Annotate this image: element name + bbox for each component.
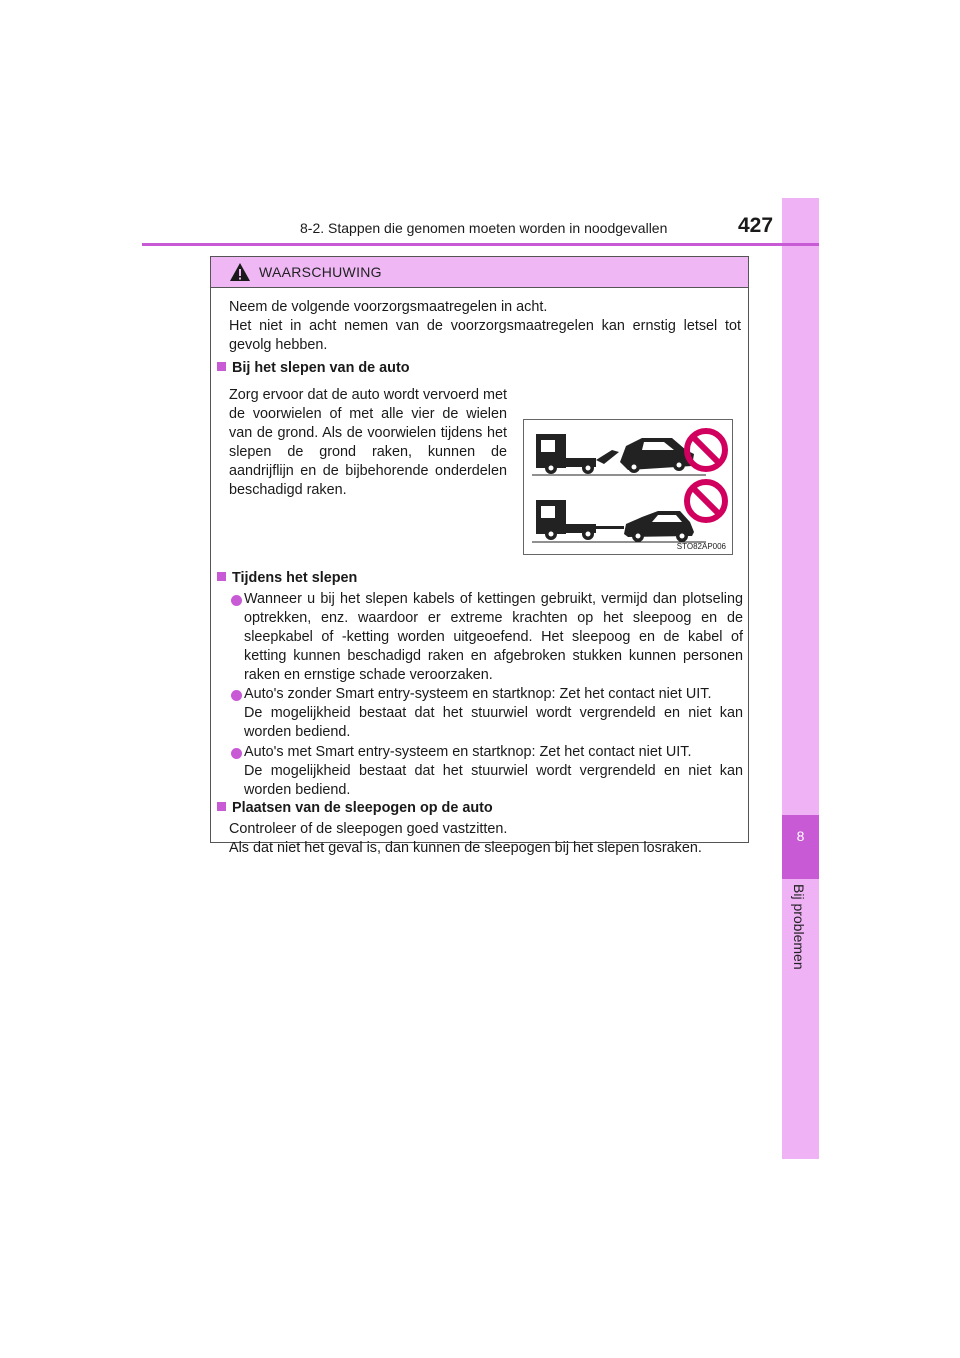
side-tab-chapter-label: Bij problemen: [791, 884, 807, 970]
bullet-2-line-1: Auto's zonder Smart entry-systeem en startknop: Zet het contact niet UIT.: [244, 686, 712, 702]
section-heading: Tijdens het slepen: [232, 570, 358, 586]
side-tab-strip: [782, 198, 819, 1159]
bullet-3-line-2: De mogelijkheid bestaat dat het stuurwiel wordt vergrendeld en niet kan worden bediend.: [244, 763, 743, 798]
intro-line-2: Het niet in acht nemen van de voorzorgsmaatregelen kan ernstig letsel tot gevolg hebben.: [229, 318, 741, 353]
side-tab-active-chapter: [782, 815, 819, 879]
section-heading: Bij het slepen van de auto: [232, 360, 410, 376]
warning-title: WAARSCHUWING: [259, 264, 382, 280]
warning-box: [210, 256, 749, 856]
tow-truck-icon: [536, 434, 619, 474]
square-bullet-icon: [217, 572, 226, 581]
prohibition-icon: [687, 431, 725, 469]
tow-truck-icon-2: [536, 500, 624, 540]
section-plaatsen-sleepogen: [217, 799, 493, 818]
section-bij-het-slepen: [217, 359, 410, 378]
round-bullet-icon: [231, 748, 242, 759]
prohibition-icon-2: [687, 482, 725, 520]
car-icon-2: [624, 511, 694, 542]
bullet-1-text: Wanneer u bij het slepen kabels of kettingen gebruikt, vermijd dan plotseling optrekken, enz. waardoor er extreme krachten op het sleepoog en de sleepkabel of -ketting worden uitgeoefend. Het sleepoog en de kabel of ketting kunnen beschadigd raken en afgebroken stukken kunnen personen raken en ernstige schade veroorzaken.: [244, 591, 743, 683]
section-tijdens-het-slepen: [217, 569, 357, 588]
section1-text: Zorg ervoor dat de auto wordt vervoerd met de voorwielen of met alle vier de wielen van de grond. Als de voorwielen tijdens het slepen de grond raken, kunnen de aandrijflijn en de bijbehorende onderdelen beschadigd raken.: [229, 387, 507, 498]
warning-triangle-icon: [229, 262, 251, 282]
section3-line-2: Als dat niet het geval is, dan kunnen de sleepogen bij het slepen losraken.: [229, 840, 702, 856]
warning-header: [211, 257, 748, 288]
towing-diagram: [524, 420, 732, 554]
page-number: 427: [738, 214, 774, 237]
bullet-3-line-1: Auto's met Smart entry-systeem en startknop: Zet het contact niet UIT.: [244, 744, 692, 760]
square-bullet-icon: [217, 802, 226, 811]
figure-code: STO82AP006: [676, 542, 726, 551]
towing-illustration: [523, 419, 733, 555]
round-bullet-icon: [231, 690, 242, 701]
car-icon: [620, 438, 694, 473]
bullet-2-line-2: De mogelijkheid bestaat dat het stuurwiel wordt vergrendeld en niet kan worden bediend.: [244, 705, 743, 740]
intro-line-1: Neem de volgende voorzorgsmaatregelen in acht.: [229, 299, 548, 315]
side-tab-chapter-number: 8: [796, 828, 805, 844]
section-heading: Plaatsen van de sleepogen op de auto: [232, 800, 493, 816]
header-divider: [142, 243, 819, 246]
section3-line-1: Controleer of de sleepogen goed vastzitten.: [229, 821, 508, 837]
round-bullet-icon: [231, 595, 242, 606]
square-bullet-icon: [217, 362, 226, 371]
header-section-title: 8-2. Stappen die genomen moeten worden in noodgevallen: [300, 220, 668, 236]
